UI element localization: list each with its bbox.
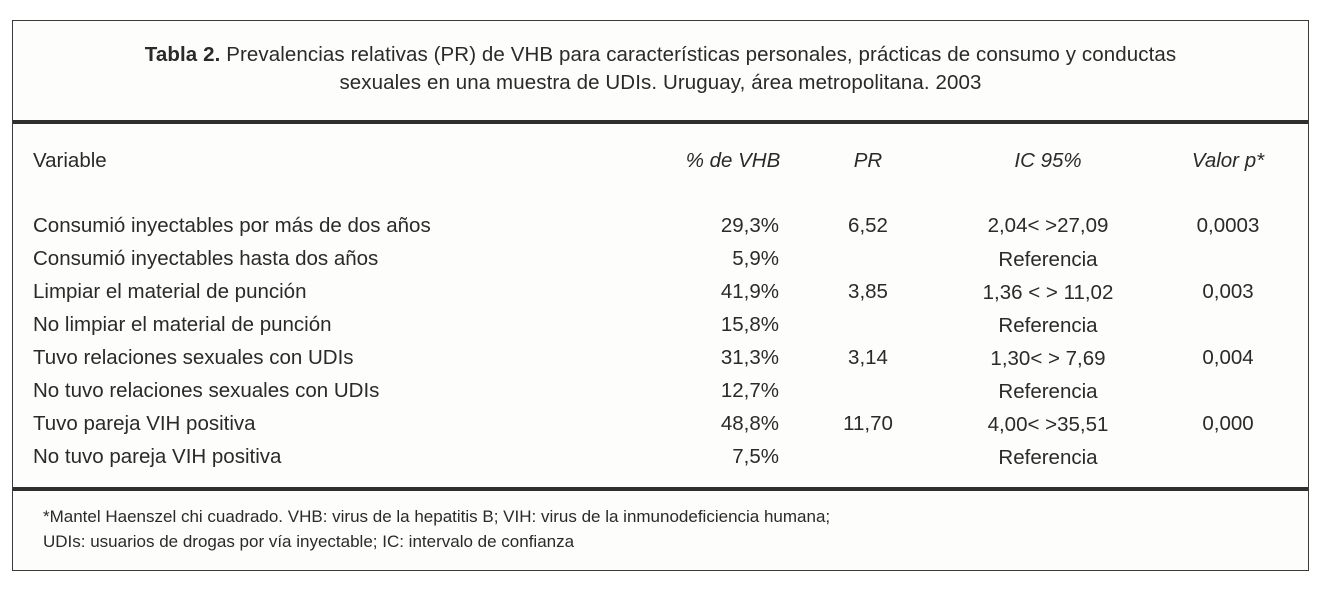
header-top-rule <box>13 120 1308 124</box>
table-row-ic: 4,00< >35,51 <box>987 413 1109 436</box>
caption-text-line1: Prevalencias relativas (PR) de VHB para características personales, prácticas de consumo y conductas <box>226 43 1177 66</box>
table-row-pr: 3,14 <box>848 346 888 369</box>
table-row-variable: Limpiar el material de punción <box>33 280 307 303</box>
header-pct-vhb: % de VHB <box>685 149 781 172</box>
table-row-variable: Consumió inyectables por más de dos años <box>33 214 431 237</box>
table-row-pct-vhb: 41,9% <box>720 280 779 303</box>
table-row-variable: Consumió inyectables hasta dos años <box>33 247 379 270</box>
table-row-valor-p: 0,0003 <box>1196 214 1260 237</box>
table-footnote <box>43 504 830 554</box>
table-row-variable: No limpiar el material de punción <box>33 313 332 336</box>
header-pr: PR <box>853 149 883 172</box>
table-row-valor-p: 0,003 <box>1202 280 1254 303</box>
table-row-valor-p: 0,000 <box>1202 412 1254 435</box>
table-row-ic: Referencia <box>998 380 1098 403</box>
table-row-pct-vhb: 48,8% <box>720 412 779 435</box>
table-row-pct-vhb: 29,3% <box>720 214 779 237</box>
table-row-ic: Referencia <box>998 248 1098 271</box>
table-row-pr: 6,52 <box>848 214 888 237</box>
header-ic: IC 95% <box>1014 149 1082 172</box>
table-caption <box>13 21 1308 120</box>
table-row-pr: 11,70 <box>843 412 893 435</box>
table-row-ic: Referencia <box>998 446 1098 469</box>
table-row-pct-vhb: 15,8% <box>720 313 779 336</box>
table-row-pct-vhb: 5,9% <box>732 247 779 270</box>
table-row-ic: 2,04< >27,09 <box>987 214 1109 237</box>
table-row-valor-p: 0,004 <box>1202 346 1254 369</box>
table-row-pr: 3,85 <box>848 280 888 303</box>
table-row-variable: No tuvo relaciones sexuales con UDIs <box>33 379 380 402</box>
caption-text-line2: sexuales en una muestra de UDIs. Uruguay, área metropolitana. 2003 <box>339 71 982 94</box>
table-row-ic: 1,30< > 7,69 <box>990 347 1106 370</box>
table-row-variable: No tuvo pareja VIH positiva <box>33 445 282 468</box>
table-row-pct-vhb: 12,7% <box>720 379 779 402</box>
table-row-variable: Tuvo pareja VIH positiva <box>33 412 256 435</box>
caption-label: Tabla 2. <box>144 43 221 66</box>
footnote-line1: *Mantel Haenszel chi cuadrado. VHB: virus de la hepatitis B; VIH: virus de la inmunodeficiencia humana; <box>43 507 831 526</box>
header-variable: Variable <box>33 149 107 172</box>
table-row-pct-vhb: 31,3% <box>720 346 779 369</box>
header-valor-p: Valor p* <box>1191 149 1265 172</box>
footnote-line2: UDIs: usuarios de drogas por vía inyectable; IC: intervalo de confianza <box>43 532 575 551</box>
table-frame <box>12 20 1309 571</box>
table-row-ic: Referencia <box>998 314 1098 337</box>
table-row-variable: Tuvo relaciones sexuales con UDIs <box>33 346 354 369</box>
table-row-pct-vhb: 7,5% <box>732 445 779 468</box>
table-row-ic: 1,36 < > 11,02 <box>982 281 1114 304</box>
footer-rule <box>13 487 1308 491</box>
